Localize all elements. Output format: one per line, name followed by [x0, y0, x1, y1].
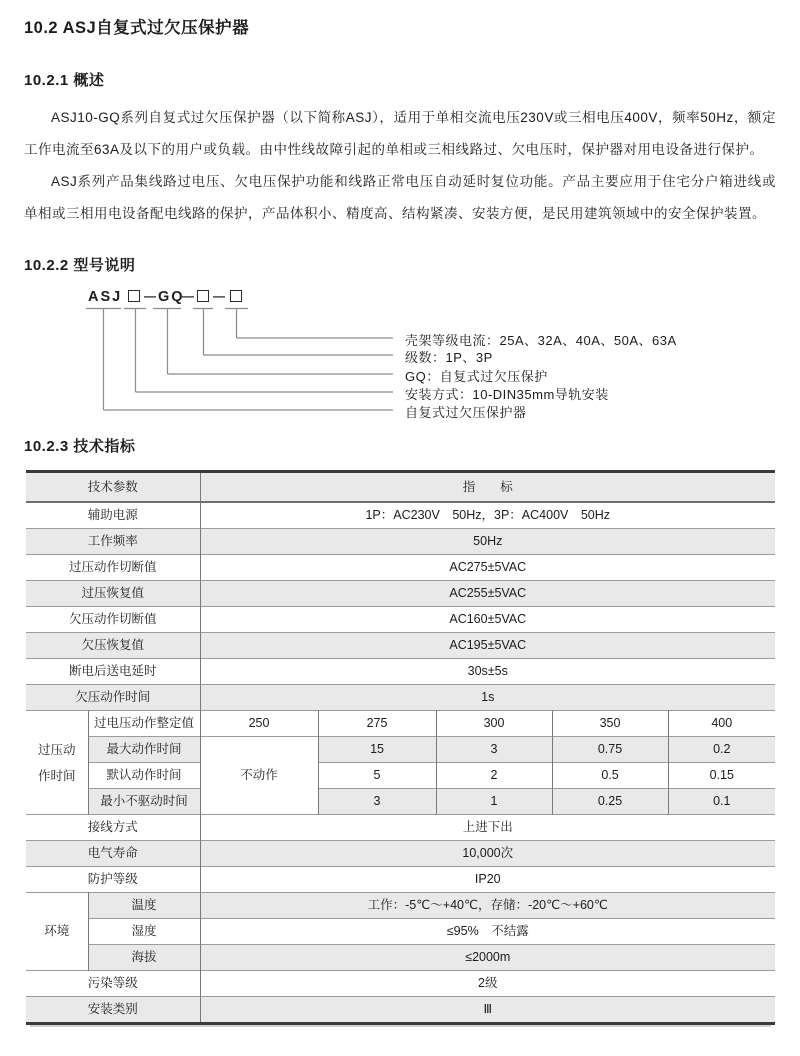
- model-separator-dash: —: [182, 289, 194, 303]
- cell-value: 30s±5s: [200, 659, 775, 685]
- cell-value: 3: [318, 789, 436, 815]
- cell-value: 1: [436, 789, 552, 815]
- cell-value: AC160±5VAC: [200, 607, 775, 633]
- model-connector-lines: [24, 281, 776, 431]
- overview-paragraph-1: ASJ10-GQ系列自复式过欠压保护器（以下简称ASJ），适用于单相交流电压230V或三相电压400V，频率50Hz，额定工作电流至63A及以下的用户或负载。由中性线故障引起的单相或三相线路过、欠电压时，保护器对用电设备进行保护。: [24, 110, 776, 157]
- cell-value: 0.2: [668, 737, 775, 763]
- header-value-cell: 指 标: [200, 472, 775, 503]
- cell-label: 污染等级: [26, 971, 200, 997]
- cell-value: 300: [436, 711, 552, 737]
- cell-value: 工作：-5℃～+40℃，存储：-20℃～+60℃: [200, 893, 775, 919]
- table-row: [26, 581, 775, 607]
- table-row: [26, 502, 775, 529]
- cell-value: 5: [318, 763, 436, 789]
- page-title: 10.2 ASJ自复式过欠压保护器: [24, 19, 250, 37]
- model-gq-code: GQ: [158, 289, 185, 305]
- cell-value: 0.75: [552, 737, 668, 763]
- cell-label: 防护等级: [26, 867, 200, 893]
- model-label-frame-current: 壳架等级电流：25A、32A、40A、50A、63A: [405, 333, 677, 348]
- table-header-row: [26, 472, 775, 503]
- cell-value: ≤2000m: [200, 945, 775, 971]
- model-prefix: ASJ: [88, 289, 123, 305]
- table-row: [26, 685, 775, 711]
- cell-value: AC195±5VAC: [200, 633, 775, 659]
- table-row-env-temp: [26, 893, 775, 919]
- table-row: [26, 633, 775, 659]
- cell-value: 上进下出: [200, 815, 775, 841]
- cell-label: 工作频率: [26, 529, 200, 555]
- cell-label: 海拔: [88, 945, 200, 971]
- model-box-mounting: [128, 290, 140, 302]
- cell-label: 欠压动作切断值: [26, 607, 200, 633]
- table-row: [26, 997, 775, 1024]
- table-row-ov-setting: [26, 711, 775, 737]
- model-label-poles: 级数：1P、3P: [405, 350, 493, 365]
- table-row: [26, 815, 775, 841]
- table-row: [26, 659, 775, 685]
- cell-value: IP20: [200, 867, 775, 893]
- cell-value: 275: [318, 711, 436, 737]
- overview-paragraph-2: ASJ系列产品集线路过电压、欠电压保护功能和线路正常电压自动延时复位功能。产品主要应用于住宅分户箱进线或单相或三相用电设备配电线路的保护，产品体积小、精度高、结构紧凑、安装方便，是民用建筑领域中的安全保护装置。: [24, 174, 776, 221]
- cell-label: 过压动作切断值: [26, 555, 200, 581]
- table-row-ov-min: [26, 789, 775, 815]
- cell-value: 10,000次: [200, 841, 775, 867]
- cell-value: 0.1: [668, 789, 775, 815]
- model-box-frame-current: [230, 290, 242, 302]
- table-row: [26, 841, 775, 867]
- model-label-product: 自复式过欠压保护器: [405, 405, 527, 420]
- model-label-gq: GQ：自复式过欠压保护: [405, 369, 548, 384]
- cell-value: 350: [552, 711, 668, 737]
- cell-label: 欠压恢复值: [26, 633, 200, 659]
- model-separator-dash: —: [213, 289, 225, 303]
- cell-value: 15: [318, 737, 436, 763]
- cell-label: 最大动作时间: [88, 737, 200, 763]
- cell-value: AC275±5VAC: [200, 555, 775, 581]
- cell-value: 0.25: [552, 789, 668, 815]
- cell-label: 湿度: [88, 919, 200, 945]
- cell-value: 3: [436, 737, 552, 763]
- ov-no-action-cell: 不动作: [200, 737, 318, 815]
- cell-label: 默认动作时间: [88, 763, 200, 789]
- cell-label: 电气寿命: [26, 841, 200, 867]
- cell-label: 最小不驱动时间: [88, 789, 200, 815]
- env-group-cell: 环境: [26, 893, 88, 971]
- heading-overview: 10.2.1 概述: [24, 72, 105, 89]
- cell-value: 50Hz: [200, 529, 775, 555]
- cell-value: 2: [436, 763, 552, 789]
- table-row-ov-max: [26, 737, 775, 763]
- cell-value: 0.5: [552, 763, 668, 789]
- model-box-poles: [197, 290, 209, 302]
- cell-label: 温度: [88, 893, 200, 919]
- cell-value: ≤95% 不结露: [200, 919, 775, 945]
- cell-value: 0.15: [668, 763, 775, 789]
- table-row-env-humidity: [26, 919, 775, 945]
- cell-label: 过压恢复值: [26, 581, 200, 607]
- table-row: [26, 529, 775, 555]
- cell-value: 400: [668, 711, 775, 737]
- cell-value: Ⅲ: [200, 997, 775, 1024]
- ov-group-label: 过压动作时间: [38, 742, 76, 783]
- ov-group-cell: [26, 711, 88, 815]
- cell-value: 1P：AC230V 50Hz，3P：AC400V 50Hz: [200, 502, 775, 529]
- cell-label: 接线方式: [26, 815, 200, 841]
- header-param-cell: 技术参数: [26, 472, 200, 503]
- spec-table: [26, 470, 775, 1025]
- cell-label: 断电后送电延时: [26, 659, 200, 685]
- model-designation-diagram: [24, 281, 776, 431]
- model-label-mounting: 安装方式：10-DIN35mm导轨安装: [405, 387, 609, 402]
- table-row: [26, 555, 775, 581]
- cell-value: 2级: [200, 971, 775, 997]
- table-row: [26, 607, 775, 633]
- cell-value: 250: [200, 711, 318, 737]
- table-row-ov-default: [26, 763, 775, 789]
- heading-model: 10.2.2 型号说明: [24, 257, 136, 274]
- page: [0, 14, 800, 1025]
- cell-label: 辅助电源: [26, 502, 200, 529]
- cell-value: 1s: [200, 685, 775, 711]
- table-row-env-altitude: [26, 945, 775, 971]
- cell-label: 过电压动作整定值: [88, 711, 200, 737]
- heading-specs: 10.2.3 技术指标: [24, 438, 136, 455]
- table-row: [26, 971, 775, 997]
- cell-label: 欠压动作时间: [26, 685, 200, 711]
- model-separator-dash: —: [144, 289, 156, 303]
- table-row: [26, 867, 775, 893]
- cell-label: 安装类别: [26, 997, 200, 1024]
- cell-value: AC255±5VAC: [200, 581, 775, 607]
